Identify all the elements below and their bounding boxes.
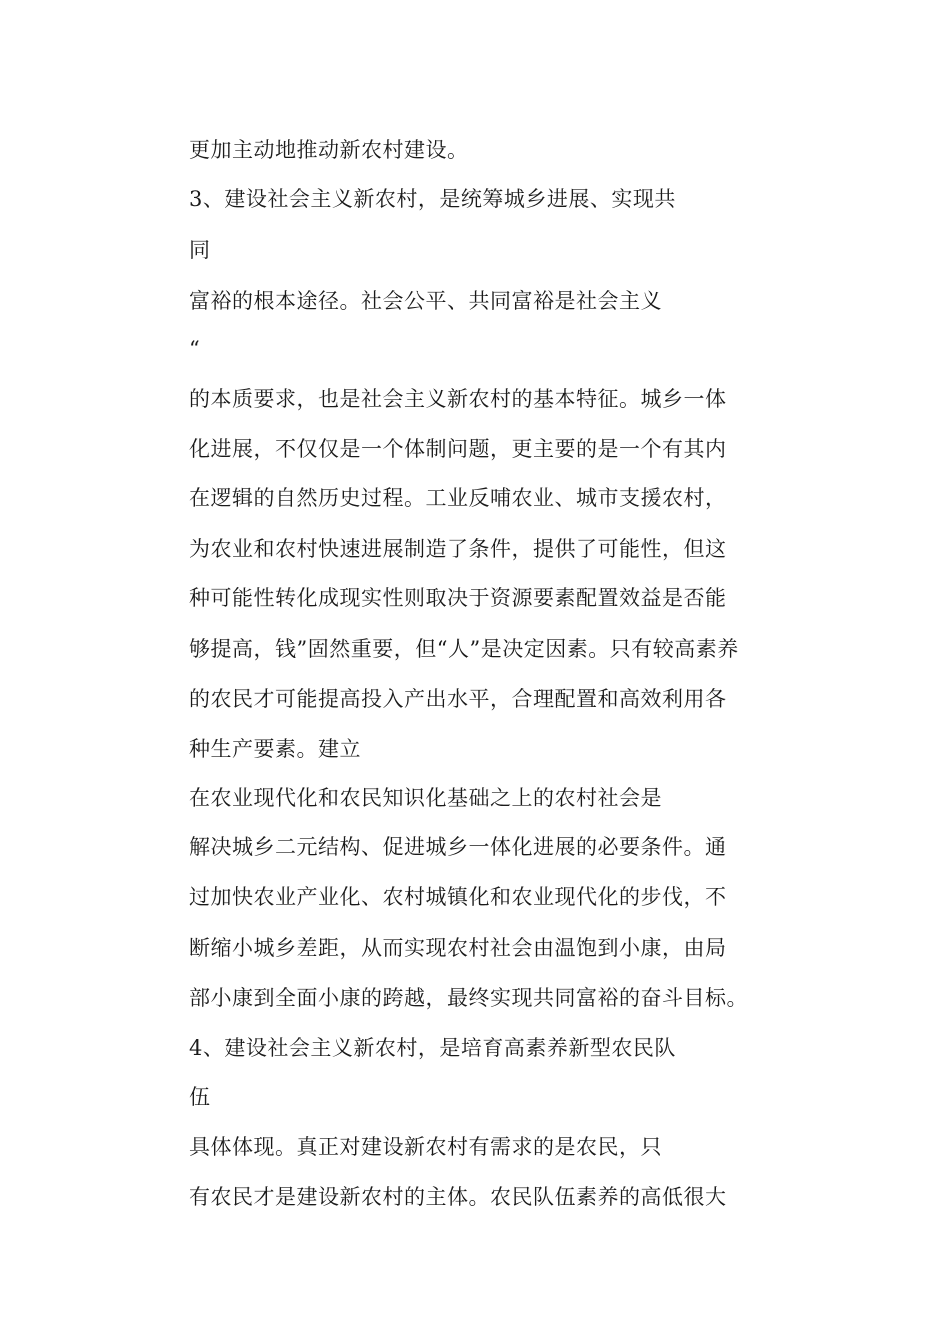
- text-line: 4、建设社会主义新农村，是培育高素养新型农民队: [189, 1036, 676, 1060]
- text-line: 富裕的根本途径。社会公平、共同富裕是社会主义: [189, 289, 662, 313]
- text-line: 具体体现。真正对建设新农村有需求的是农民，只: [189, 1135, 662, 1159]
- text-line: 在农业现代化和农民知识化基础之上的农村社会是: [189, 786, 662, 810]
- text-line: 的本质要求，也是社会主义新农村的基本特征。城乡一体: [189, 387, 727, 411]
- text-line: 过加快农业产业化、农村城镇化和农业现代化的步伐，不: [189, 885, 727, 909]
- text-line: 够提高，钱”固然重要，但“人”是决定因素。只有较高素养: [189, 637, 739, 661]
- text-line: 种可能性转化成现实性则取决于资源要素配置效益是否能: [189, 586, 727, 610]
- text-line: “: [189, 337, 201, 361]
- text-line: 有农民才是建设新农村的主体。农民队伍素养的高低很大: [189, 1185, 727, 1209]
- text-line: 化进展，不仅仅是一个体制问题，更主要的是一个有其内: [189, 437, 727, 461]
- text-line: 同: [189, 238, 211, 262]
- text-line: 3、建设社会主义新农村，是统筹城乡进展、实现共: [189, 187, 676, 211]
- text-line: 伍: [189, 1085, 211, 1109]
- text-line: 在逻辑的自然历史过程。工业反哺农业、城市支援农村，: [189, 486, 727, 510]
- text-line: 断缩小城乡差距，从而实现农村社会由温饱到小康，由局: [189, 936, 727, 960]
- text-line: 更加主动地推动新农村建设。: [189, 138, 469, 162]
- text-line: 种生产要素。建立: [189, 737, 361, 761]
- text-line: 解决城乡二元结构、促进城乡一体化进展的必要条件。通: [189, 835, 727, 859]
- text-line: 为农业和农村快速进展制造了条件，提供了可能性，但这: [189, 537, 727, 561]
- text-line: 的农民才可能提高投入产出水平，合理配置和高效利用各: [189, 687, 727, 711]
- text-line: 部小康到全面小康的跨越，最终实现共同富裕的奋斗目标。: [189, 986, 748, 1010]
